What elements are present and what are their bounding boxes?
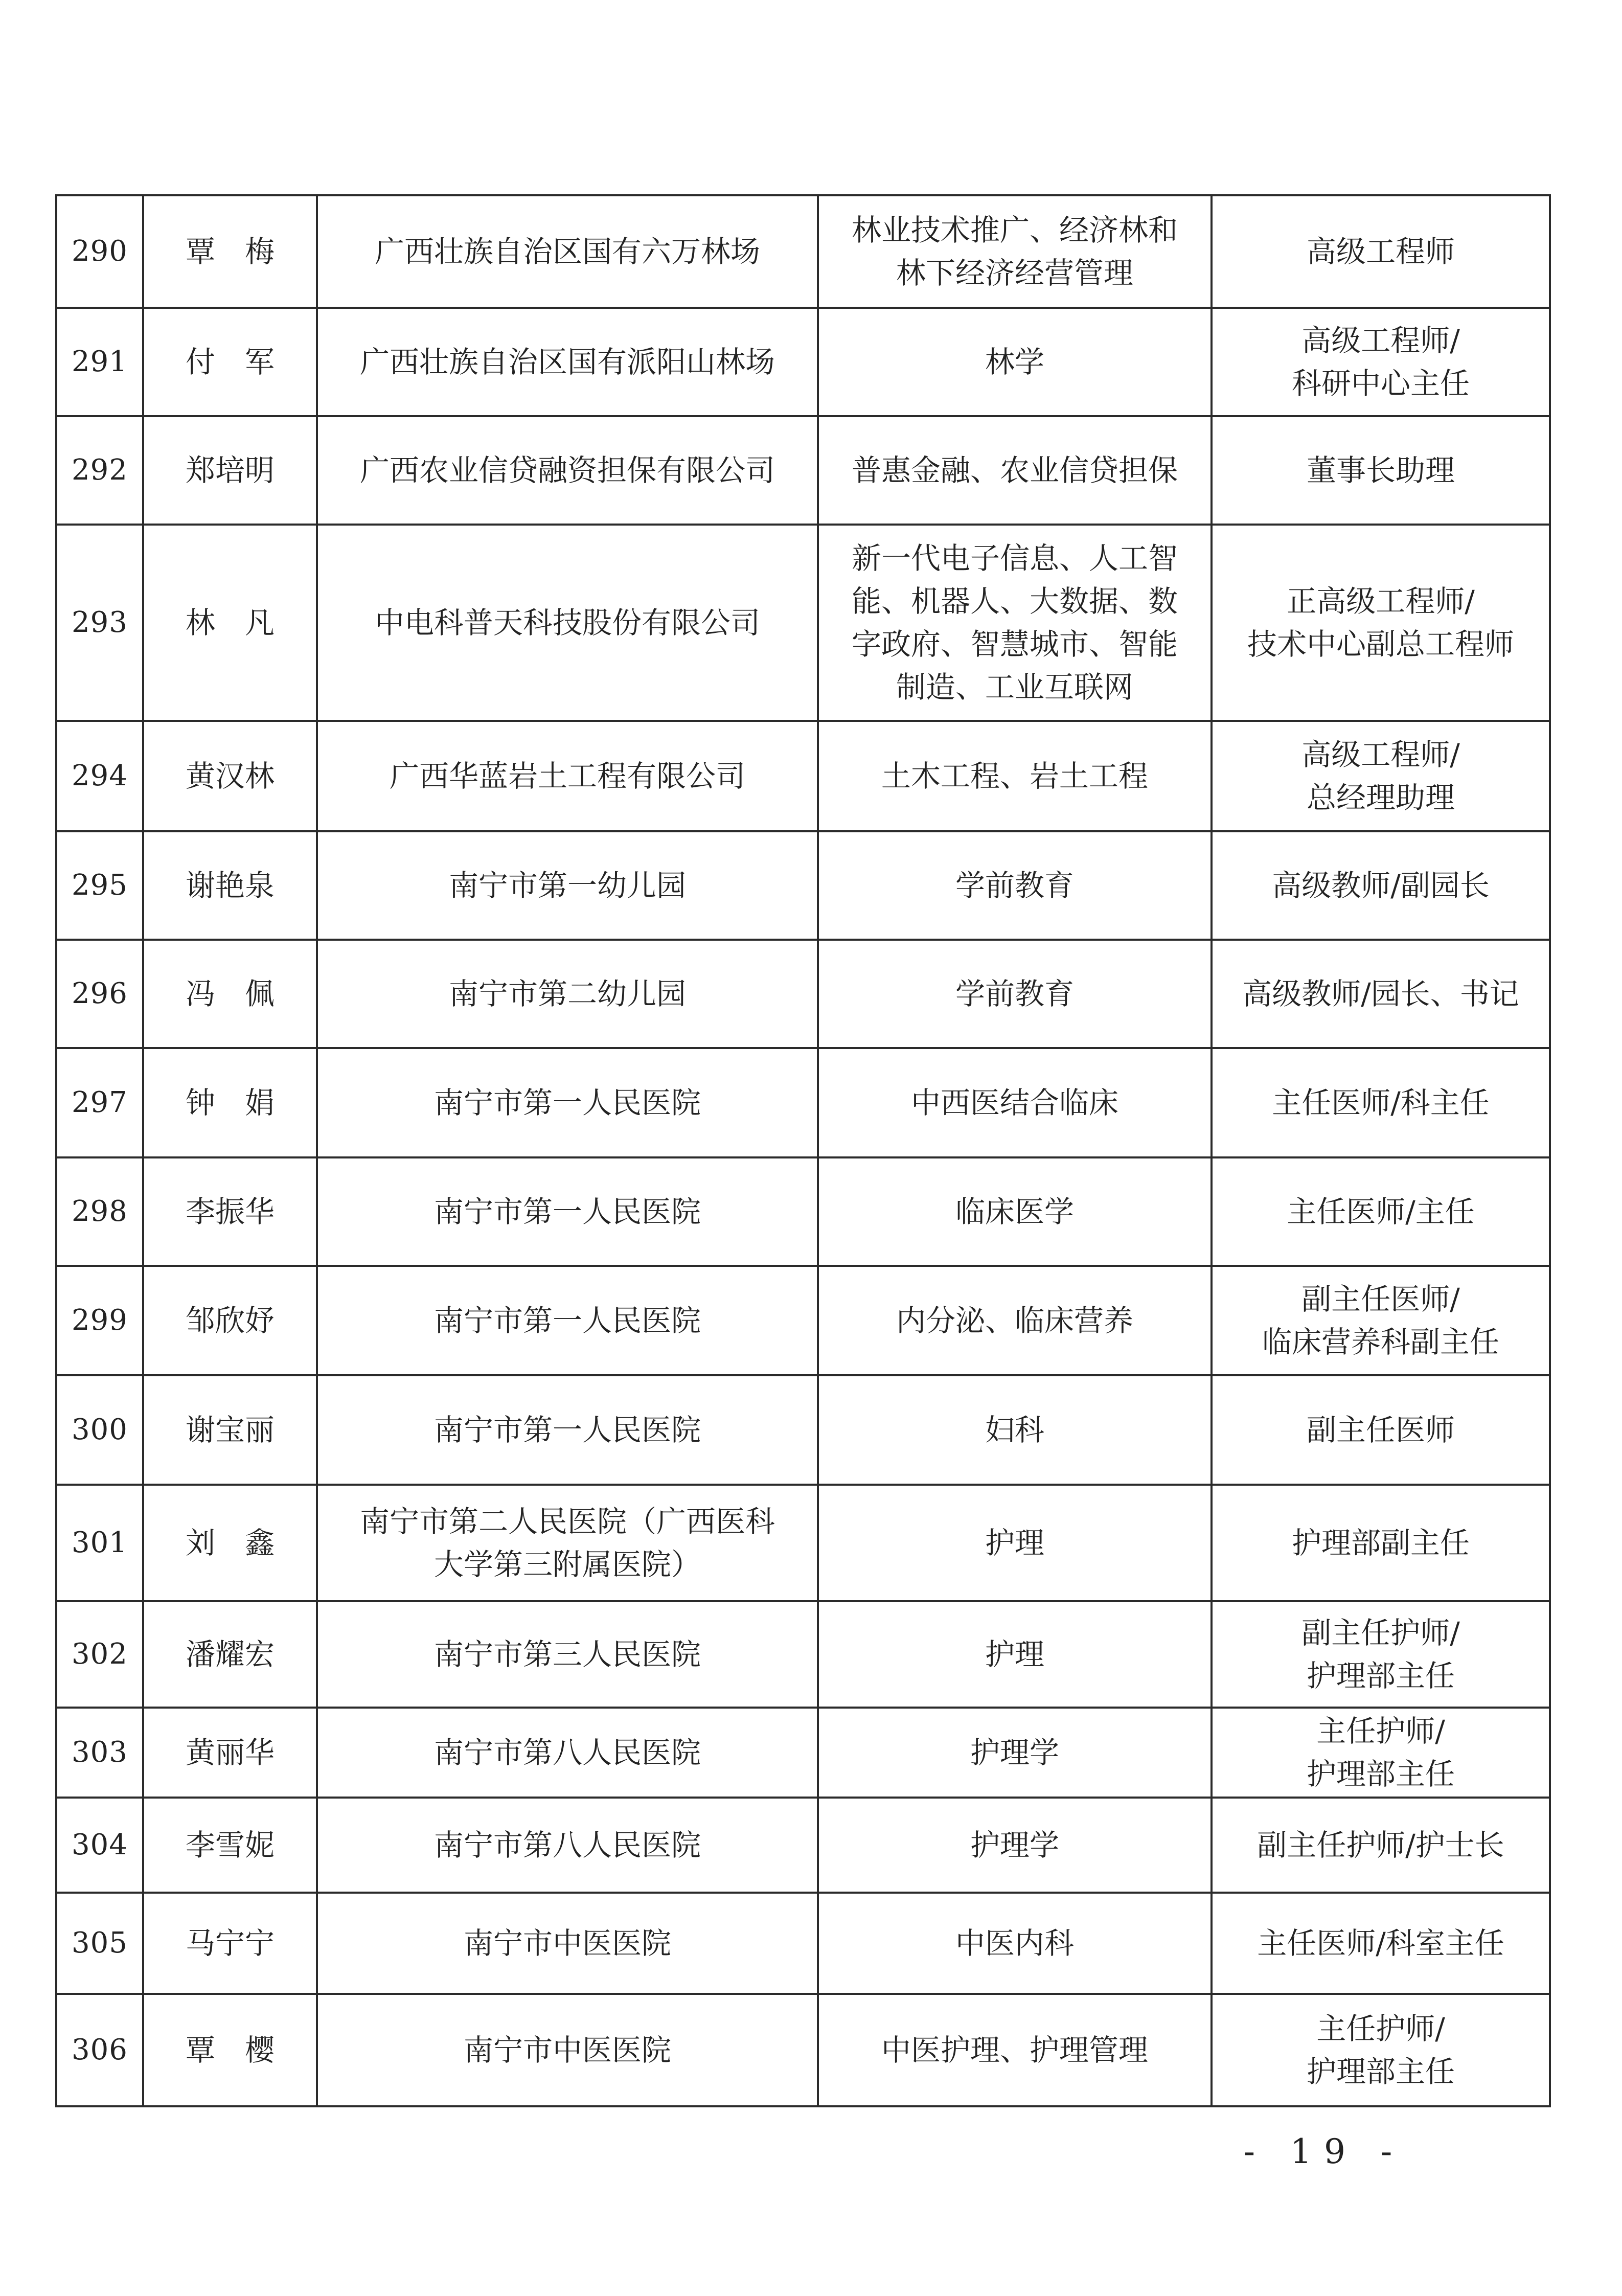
name-cell: 冯 佩 [143, 940, 317, 1048]
name-cell: 李振华 [143, 1157, 317, 1266]
title-cell: 主任医师/科主任 [1212, 1048, 1550, 1157]
name-cell: 谢艳泉 [143, 831, 317, 940]
field-cell: 林业技术推广、经济林和 林下经济经营管理 [818, 195, 1212, 308]
field-cell: 妇科 [818, 1375, 1212, 1485]
unit-cell: 南宁市第八人民医院 [317, 1798, 818, 1893]
title-cell: 高级教师/园长、书记 [1212, 940, 1550, 1048]
table-row [56, 1798, 1550, 1893]
field-cell: 内分泌、临床营养 [818, 1266, 1212, 1375]
row-number-cell: 298 [56, 1157, 143, 1266]
name-cell: 马宁宁 [143, 1893, 317, 1994]
unit-cell: 南宁市第一幼儿园 [317, 831, 818, 940]
name-cell: 刘 鑫 [143, 1485, 317, 1601]
table-row [56, 831, 1550, 940]
title-cell: 主任护师/ 护理部主任 [1212, 1708, 1550, 1798]
table-row [56, 1601, 1550, 1708]
unit-cell: 南宁市第一人民医院 [317, 1375, 818, 1485]
row-number-cell: 290 [56, 195, 143, 308]
unit-cell: 南宁市中医医院 [317, 1994, 818, 2106]
table-row [56, 308, 1550, 416]
table-row [56, 416, 1550, 525]
title-cell: 主任医师/科室主任 [1212, 1893, 1550, 1994]
table-row [56, 1375, 1550, 1485]
row-number-cell: 297 [56, 1048, 143, 1157]
title-cell: 副主任医师 [1212, 1375, 1550, 1485]
unit-cell: 南宁市第一人民医院 [317, 1266, 818, 1375]
unit-cell: 广西壮族自治区国有六万林场 [317, 195, 818, 308]
unit-cell: 南宁市中医医院 [317, 1893, 818, 1994]
unit-cell: 广西华蓝岩土工程有限公司 [317, 721, 818, 831]
title-cell: 护理部副主任 [1212, 1485, 1550, 1601]
row-number-cell: 306 [56, 1994, 143, 2106]
field-cell: 林学 [818, 308, 1212, 416]
row-number-cell: 301 [56, 1485, 143, 1601]
field-cell: 护理 [818, 1485, 1212, 1601]
title-cell: 高级工程师/ 科研中心主任 [1212, 308, 1550, 416]
field-cell: 学前教育 [818, 831, 1212, 940]
unit-cell: 南宁市第二幼儿园 [317, 940, 818, 1048]
table-row [56, 1893, 1550, 1994]
table-row [56, 1994, 1550, 2106]
row-number-cell: 292 [56, 416, 143, 525]
name-cell: 郑培明 [143, 416, 317, 525]
unit-cell: 南宁市第二人民医院（广西医科 大学第三附属医院） [317, 1485, 818, 1601]
row-number-cell: 291 [56, 308, 143, 416]
field-cell: 中西医结合临床 [818, 1048, 1212, 1157]
name-cell: 覃 樱 [143, 1994, 317, 2106]
title-cell: 董事长助理 [1212, 416, 1550, 525]
table-row [56, 1266, 1550, 1375]
name-cell: 黄汉林 [143, 721, 317, 831]
row-number-cell: 299 [56, 1266, 143, 1375]
field-cell: 学前教育 [818, 940, 1212, 1048]
table-row [56, 1485, 1550, 1601]
title-cell: 副主任护师/护士长 [1212, 1798, 1550, 1893]
title-cell: 副主任护师/ 护理部主任 [1212, 1601, 1550, 1708]
title-cell: 正高级工程师/ 技术中心副总工程师 [1212, 525, 1550, 721]
title-cell: 主任医师/主任 [1212, 1157, 1550, 1266]
unit-cell: 广西壮族自治区国有派阳山林场 [317, 308, 818, 416]
table-row [56, 525, 1550, 721]
name-cell: 邹欣妤 [143, 1266, 317, 1375]
unit-cell: 南宁市第一人民医院 [317, 1157, 818, 1266]
field-cell: 临床医学 [818, 1157, 1212, 1266]
roster-table-body [56, 195, 1550, 2106]
field-cell: 护理 [818, 1601, 1212, 1708]
table-row [56, 1048, 1550, 1157]
unit-cell: 南宁市第三人民医院 [317, 1601, 818, 1708]
name-cell: 李雪妮 [143, 1798, 317, 1893]
field-cell: 土木工程、岩土工程 [818, 721, 1212, 831]
name-cell: 谢宝丽 [143, 1375, 317, 1485]
field-cell: 中医护理、护理管理 [818, 1994, 1212, 2106]
name-cell: 覃 梅 [143, 195, 317, 308]
field-cell: 中医内科 [818, 1893, 1212, 1994]
field-cell: 护理学 [818, 1798, 1212, 1893]
row-number-cell: 300 [56, 1375, 143, 1485]
unit-cell: 中电科普天科技股份有限公司 [317, 525, 818, 721]
row-number-cell: 293 [56, 525, 143, 721]
field-cell: 普惠金融、农业信贷担保 [818, 416, 1212, 525]
title-cell: 高级工程师 [1212, 195, 1550, 308]
title-cell: 高级工程师/ 总经理助理 [1212, 721, 1550, 831]
unit-cell: 广西农业信贷融资担保有限公司 [317, 416, 818, 525]
row-number-cell: 305 [56, 1893, 143, 1994]
field-cell: 护理学 [818, 1708, 1212, 1798]
title-cell: 副主任医师/ 临床营养科副主任 [1212, 1266, 1550, 1375]
table-row [56, 940, 1550, 1048]
row-number-cell: 294 [56, 721, 143, 831]
unit-cell: 南宁市第一人民医院 [317, 1048, 818, 1157]
title-cell: 主任护师/ 护理部主任 [1212, 1994, 1550, 2106]
row-number-cell: 303 [56, 1708, 143, 1798]
name-cell: 钟 娟 [143, 1048, 317, 1157]
row-number-cell: 304 [56, 1798, 143, 1893]
row-number-cell: 295 [56, 831, 143, 940]
name-cell: 黄丽华 [143, 1708, 317, 1798]
page-number: - 19 - [1243, 2132, 1405, 2171]
table-row [56, 1157, 1550, 1266]
table-row [56, 721, 1550, 831]
table-row [56, 1708, 1550, 1798]
table-row [56, 195, 1550, 308]
name-cell: 潘耀宏 [143, 1601, 317, 1708]
row-number-cell: 302 [56, 1601, 143, 1708]
title-cell: 高级教师/副园长 [1212, 831, 1550, 940]
field-cell: 新一代电子信息、人工智 能、机器人、大数据、数 字政府、智慧城市、智能 制造、工业互联网 [818, 525, 1212, 721]
roster-table [55, 194, 1551, 2107]
row-number-cell: 296 [56, 940, 143, 1048]
name-cell: 林 凡 [143, 525, 317, 721]
unit-cell: 南宁市第八人民医院 [317, 1708, 818, 1798]
name-cell: 付 军 [143, 308, 317, 416]
